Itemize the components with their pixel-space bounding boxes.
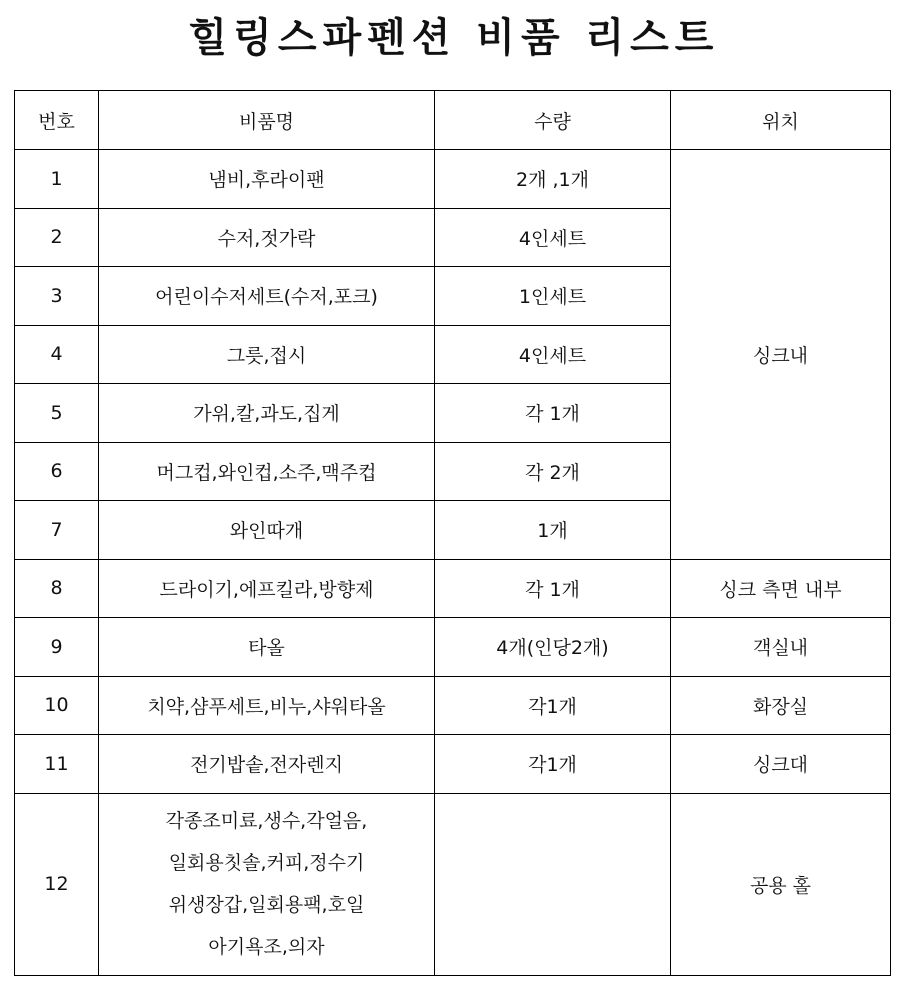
cell-location: 싱크 측면 내부 <box>671 559 891 618</box>
table-row <box>15 676 891 735</box>
cell-quantity: 각1개 <box>435 735 671 794</box>
cell-item: 그릇,접시 <box>99 325 435 384</box>
cell-quantity: 각 1개 <box>435 384 671 443</box>
cell-quantity: 4인세트 <box>435 208 671 267</box>
cell-item: 냄비,후라이팬 <box>99 150 435 209</box>
cell-quantity: 각 2개 <box>435 442 671 501</box>
cell-quantity: 1인세트 <box>435 267 671 326</box>
cell-quantity: 2개 ,1개 <box>435 150 671 209</box>
cell-number: 2 <box>15 208 99 267</box>
cell-item: 머그컵,와인컵,소주,맥주컵 <box>99 442 435 501</box>
item-line: 아기욕조,의자 <box>208 936 325 958</box>
cell-number: 1 <box>15 150 99 209</box>
cell-quantity <box>435 793 671 975</box>
cell-number: 12 <box>15 793 99 975</box>
cell-number: 3 <box>15 267 99 326</box>
cell-item: 드라이기,에프킬라,방향제 <box>99 559 435 618</box>
table-header-row <box>15 91 891 150</box>
cell-item: 와인따개 <box>99 501 435 560</box>
header-number: 번호 <box>15 91 99 150</box>
table-row <box>15 618 891 677</box>
cell-number: 7 <box>15 501 99 560</box>
cell-location: 객실내 <box>671 618 891 677</box>
header-quantity: 수량 <box>435 91 671 150</box>
cell-item: 치약,샴푸세트,비누,샤워타올 <box>99 676 435 735</box>
cell-item: 전기밥솥,전자렌지 <box>99 735 435 794</box>
cell-location: 화장실 <box>671 676 891 735</box>
item-line: 일회용칫솔,커피,정수기 <box>168 852 365 874</box>
item-line: 위생장갑,일회용팩,호일 <box>168 894 365 916</box>
item-line: 각종조미료,생수,각얼음, <box>165 810 368 832</box>
header-location: 위치 <box>671 91 891 150</box>
cell-quantity: 4인세트 <box>435 325 671 384</box>
header-item-name: 비품명 <box>99 91 435 150</box>
cell-item: 어린이수저세트(수저,포크) <box>99 267 435 326</box>
page-title: 힐링스파펜션 비품 리스트 <box>188 15 720 61</box>
equipment-table <box>14 90 891 976</box>
cell-item: 수저,젓가락 <box>99 208 435 267</box>
cell-item: 타올 <box>99 618 435 677</box>
table-row <box>15 559 891 618</box>
cell-quantity: 4개(인당2개) <box>435 618 671 677</box>
table-row <box>15 150 891 209</box>
cell-location: 공용 홀 <box>671 793 891 975</box>
cell-location-merged: 싱크내 <box>671 150 891 560</box>
table-row <box>15 735 891 794</box>
cell-number: 11 <box>15 735 99 794</box>
cell-number: 9 <box>15 618 99 677</box>
cell-quantity: 각1개 <box>435 676 671 735</box>
cell-item: 가위,칼,과도,집게 <box>99 384 435 443</box>
cell-number: 6 <box>15 442 99 501</box>
cell-quantity: 1개 <box>435 501 671 560</box>
table-row <box>15 793 891 975</box>
cell-number: 8 <box>15 559 99 618</box>
cell-quantity: 각 1개 <box>435 559 671 618</box>
cell-number: 10 <box>15 676 99 735</box>
cell-location: 싱크대 <box>671 735 891 794</box>
cell-number: 4 <box>15 325 99 384</box>
cell-item-multiline <box>99 793 435 975</box>
cell-number: 5 <box>15 384 99 443</box>
